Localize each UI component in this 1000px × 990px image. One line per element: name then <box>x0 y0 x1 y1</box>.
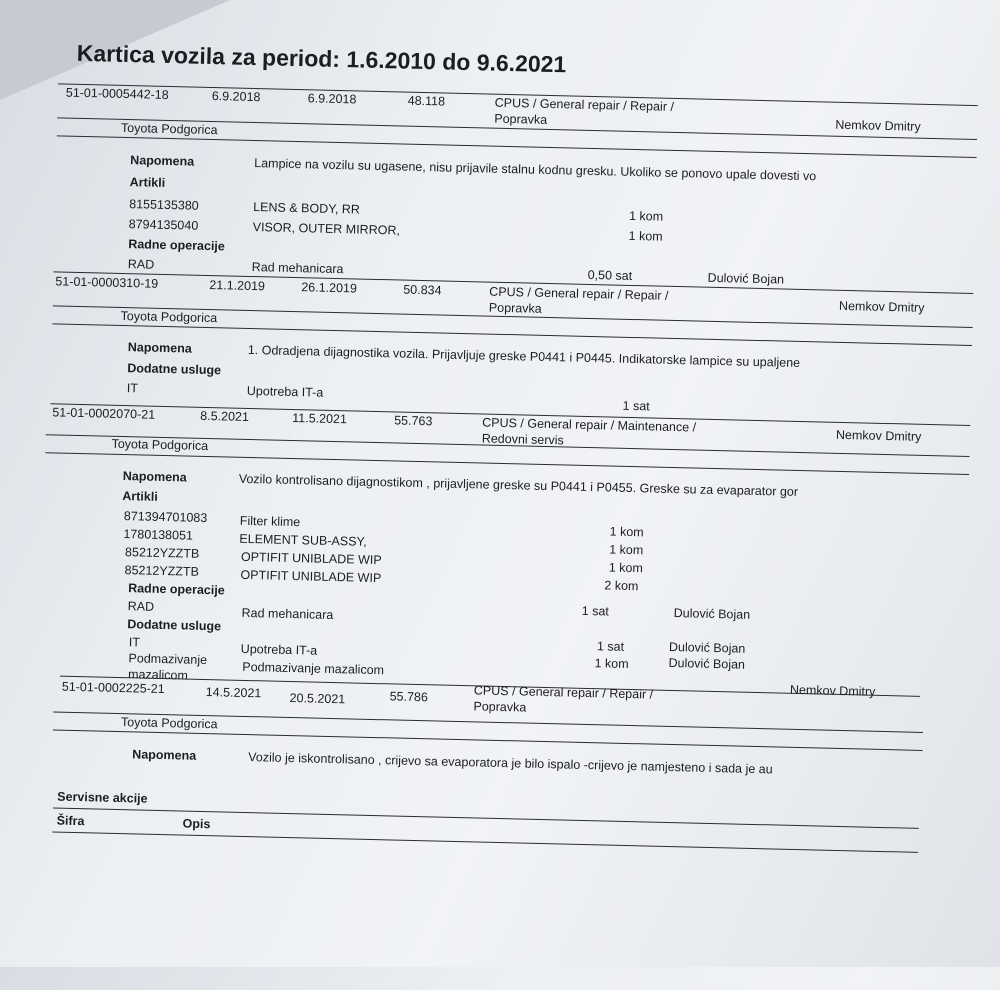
part-qty: 1 kom <box>609 542 644 558</box>
extra-qty: 1 kom <box>594 656 629 671</box>
order-number: 51-01-0000310-19 <box>55 274 159 291</box>
order-type: CPUS / General repair / Maintenance / <box>482 415 697 435</box>
extras-label: Dodatne usluge <box>127 617 222 634</box>
extra-technician: Dulović Bojan <box>668 639 746 656</box>
order-type: CPUS / General repair / Repair / <box>489 284 669 303</box>
order-number: 51-01-0005442-18 <box>65 85 169 102</box>
part-qty: 1 kom <box>628 228 663 244</box>
part-qty: 1 kom <box>608 560 644 576</box>
note-label: Napomena <box>127 340 192 356</box>
extra-name: Upotreba IT-a <box>240 641 318 658</box>
labour-technician: Dulović Bojan <box>707 270 785 287</box>
order-type: CPUS / General repair / Repair / <box>494 95 675 114</box>
order-dealer: Toyota Podgorica <box>120 715 218 732</box>
column-header-code: Šifra <box>56 813 85 829</box>
part-qty: 2 kom <box>604 578 639 594</box>
extra-name: Podmazivanje mazalicom <box>242 659 385 678</box>
order-rule <box>57 135 977 158</box>
note-label: Napomena <box>132 747 197 763</box>
order-number: 51-01-0002225-21 <box>61 679 165 697</box>
part-qty: 1 kom <box>628 208 664 224</box>
part-code: 8794135040 <box>128 217 199 233</box>
order-advisor: Nemkov Dmitry <box>789 682 876 699</box>
order-date-close: 6.9.2018 <box>307 91 357 107</box>
parts-label: Artikli <box>129 175 166 190</box>
labour-label: Radne operacije <box>128 581 225 598</box>
order-type-detail: Popravka <box>473 699 527 715</box>
order-mileage: 55.786 <box>389 689 429 705</box>
order-date-open: 8.5.2021 <box>200 408 250 424</box>
extra-qty: 1 sat <box>622 398 650 414</box>
parts-label: Artikli <box>122 489 158 504</box>
order-note: Vozilo kontrolisano dijagnostikom , prijavljene greske su P0441 i P0455. Greske su za evaparator gor <box>238 471 799 499</box>
extra-name: Upotreba IT-a <box>246 383 324 400</box>
part-code: 8155135380 <box>129 197 199 213</box>
extra-code: IT <box>128 635 141 650</box>
extra-technician: Dulović Bojan <box>668 655 746 672</box>
part-name: LENS & BODY, RR <box>253 200 361 217</box>
part-name: OPTIFIT UNIBLADE WIP <box>240 549 382 568</box>
part-code: 85212YZZTB <box>124 545 200 561</box>
labour-qty: 0,50 sat <box>587 267 633 283</box>
extra-code: IT <box>126 381 139 396</box>
labour-technician: Dulović Bojan <box>673 606 751 622</box>
labour-qty: 1 sat <box>581 603 610 619</box>
labour-code: RAD <box>127 257 155 272</box>
order-date-open: 14.5.2021 <box>205 685 262 701</box>
order-type: CPUS / General repair / Repair / <box>473 683 654 702</box>
order-date-open: 6.9.2018 <box>211 89 261 105</box>
labour-code: RAD <box>127 599 155 614</box>
page-title: Kartica vozila za period: 1.6.2010 do 9.6.2021 <box>76 39 567 78</box>
order-note: 1. Odradjena dijagnostika vozila. Prijavljuje greske P0441 i P0445. Indikatorske lampice su upaljene <box>247 342 801 370</box>
order-note: Vozilo je iskontrolisano , crijevo sa evaporatora je bilo ispalo -crijevo je namjesteno i sada je au <box>248 750 773 777</box>
labour-label: Radne operacije <box>128 237 226 254</box>
labour-name: Rad mehanicara <box>241 605 334 623</box>
part-name: OPTIFIT UNIBLADE WIP <box>240 567 382 586</box>
order-dealer: Toyota Podgorica <box>120 308 218 326</box>
extra-code: Podmazivanje <box>128 651 208 668</box>
autovit-watermark-logo: AUTOVIT.RO <box>0 0 132 23</box>
service-actions-rule <box>52 831 918 852</box>
extras-label: Dodatne usluge <box>127 361 222 378</box>
order-type-detail: Popravka <box>488 300 542 316</box>
part-name: Filter klime <box>239 513 301 530</box>
order-mileage: 48.118 <box>407 93 446 109</box>
extra-qty: 1 sat <box>596 639 625 654</box>
column-header-description: Opis <box>182 816 211 832</box>
order-type-detail: Redovni servis <box>481 431 564 448</box>
part-name: VISOR, OUTER MIRROR, <box>252 220 401 238</box>
order-date-close: 11.5.2021 <box>292 411 348 427</box>
service-actions-label: Servisne akcije <box>57 789 148 806</box>
order-date-open: 21.1.2019 <box>209 278 266 294</box>
order-number: 51-01-0002070-21 <box>52 405 156 422</box>
part-code: 1780138051 <box>123 527 194 543</box>
note-label: Napomena <box>122 469 187 485</box>
part-code: 85212YZZTB <box>124 563 200 579</box>
order-mileage: 55.763 <box>394 413 433 429</box>
order-dealer: Toyota Podgorica <box>111 436 209 454</box>
order-note: Lampice na vozilu su ugasene, nisu prijavile stalnu kodnu gresku. Ukoliko se ponovo upale dovesti vo <box>254 156 817 184</box>
note-label: Napomena <box>130 153 195 169</box>
part-code: 871394701083 <box>123 509 208 526</box>
order-mileage: 50.834 <box>403 282 442 298</box>
part-qty: 1 kom <box>609 524 644 540</box>
labour-name: Rad mehanicara <box>251 260 344 277</box>
order-date-close: 26.1.2019 <box>301 280 358 296</box>
order-advisor: Nemkov Dmitry <box>835 427 922 444</box>
order-dealer: Toyota Podgorica <box>120 120 218 138</box>
order-advisor: Nemkov Dmitry <box>838 298 925 315</box>
order-date-close: 20.5.2021 <box>289 691 346 707</box>
order-type-detail: Popravka <box>494 111 548 127</box>
order-advisor: Nemkov Dmitry <box>835 117 921 134</box>
extra-code-continued: mazalicom <box>127 667 189 683</box>
part-name: ELEMENT SUB-ASSY, <box>239 531 367 549</box>
